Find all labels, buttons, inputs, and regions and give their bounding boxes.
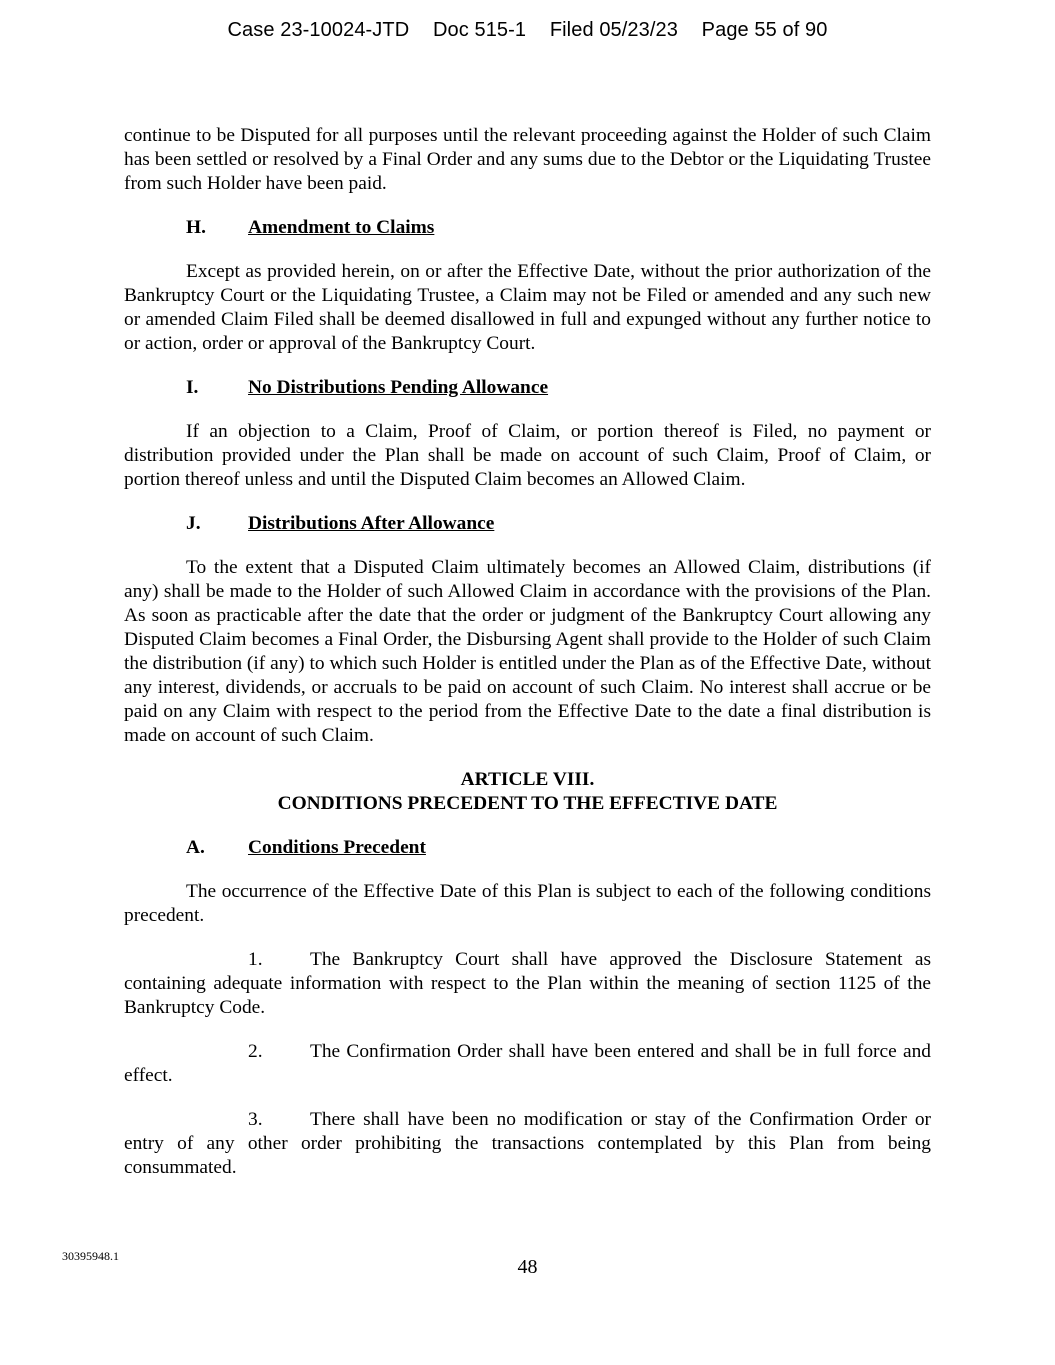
section-heading-j	[186, 512, 931, 536]
section-letter: A.	[186, 837, 205, 858]
condition-text: The Confirmation Order shall have been entered and shall be in full force and effect.	[124, 1041, 931, 1086]
condition-text: The Bankruptcy Court shall have approved the Disclosure Statement as containing adequate information with respect to the Plan within the meaning of section 1125 of the Bankruptcy Code.	[124, 949, 931, 1018]
continuation-paragraph: continue to be Disputed for all purposes until the relevant proceeding against the Holder of such Claim has been settled or resolved by a Final Order and any sums due to the Debtor or the Liquidating Trustee from such Holder have been paid.	[124, 125, 931, 194]
page-number: 48	[517, 1256, 538, 1278]
document-body	[124, 124, 931, 1200]
section-a-paragraph: The occurrence of the Effective Date of this Plan is subject to each of the following conditions precedent.	[124, 881, 931, 926]
section-title: No Distributions Pending Allowance	[248, 377, 549, 398]
section-heading-i	[186, 376, 931, 400]
section-title: Conditions Precedent	[248, 837, 426, 858]
condition-item	[124, 1040, 931, 1088]
condition-text: There shall have been no modification or stay of the Confirmation Order or entry of any other order prohibiting the transactions contemplated by this Plan from being consummated.	[124, 1109, 931, 1178]
section-letter: H.	[186, 217, 206, 238]
section-title: Distributions After Allowance	[248, 513, 495, 534]
section-letter: J.	[186, 513, 201, 534]
condition-item	[124, 1108, 931, 1180]
condition-number: 1.	[248, 949, 263, 970]
article-heading	[124, 768, 931, 816]
section-i-paragraph: If an objection to a Claim, Proof of Claim, or portion thereof is Filed, no payment or distribution provided under the Plan shall be made on account of such Claim, Proof of Claim, or portion thereof unless and until the Disputed Claim becomes an Allowed Claim.	[124, 421, 931, 490]
doc-number: Doc 515-1	[432, 19, 527, 41]
page-of: Page 55 of 90	[701, 19, 828, 41]
case-number: Case 23-10024-JTD	[227, 19, 410, 41]
section-j-paragraph: To the extent that a Disputed Claim ultimately becomes an Allowed Claim, distributions (if any) shall be made to the Holder of such Allowed Claim in accordance with the provisions of the Plan. As soon as practicable after the date that the order or judgment of the Bankruptcy Court allowing any Disputed Claim becomes a Final Order, the Disbursing Agent shall provide to the Holder of such Claim the distribution (if any) to which such Holder is entitled under the Plan as of the Effective Date, without any interest, dividends, or accruals to be paid on account of such Claim. No interest shall accrue or be paid on any Claim with respect to the period from the Effective Date to the date a final distribution is made on account of such Claim.	[124, 557, 931, 746]
section-heading-a	[186, 836, 931, 860]
section-title: Amendment to Claims	[248, 217, 435, 238]
section-letter: I.	[186, 377, 199, 398]
case-header	[0, 19, 1055, 42]
section-h-paragraph: Except as provided herein, on or after the Effective Date, without the prior authorization of the Bankruptcy Court or the Liquidating Trustee, a Claim may not be Filed or amended and any such new or amended Claim Filed shall be deemed disallowed in full and expunged without any further notice to or action, order or approval of the Bankruptcy Court.	[124, 261, 931, 354]
condition-item	[124, 948, 931, 1020]
document-id: 30395948.1	[62, 1249, 119, 1263]
condition-number: 2.	[248, 1041, 263, 1062]
condition-number: 3.	[248, 1109, 263, 1130]
section-heading-h	[186, 216, 931, 240]
article-number: ARTICLE VIII.	[460, 769, 595, 790]
filed-date: Filed 05/23/23	[549, 19, 678, 41]
article-title: CONDITIONS PRECEDENT TO THE EFFECTIVE DATE	[277, 793, 778, 814]
